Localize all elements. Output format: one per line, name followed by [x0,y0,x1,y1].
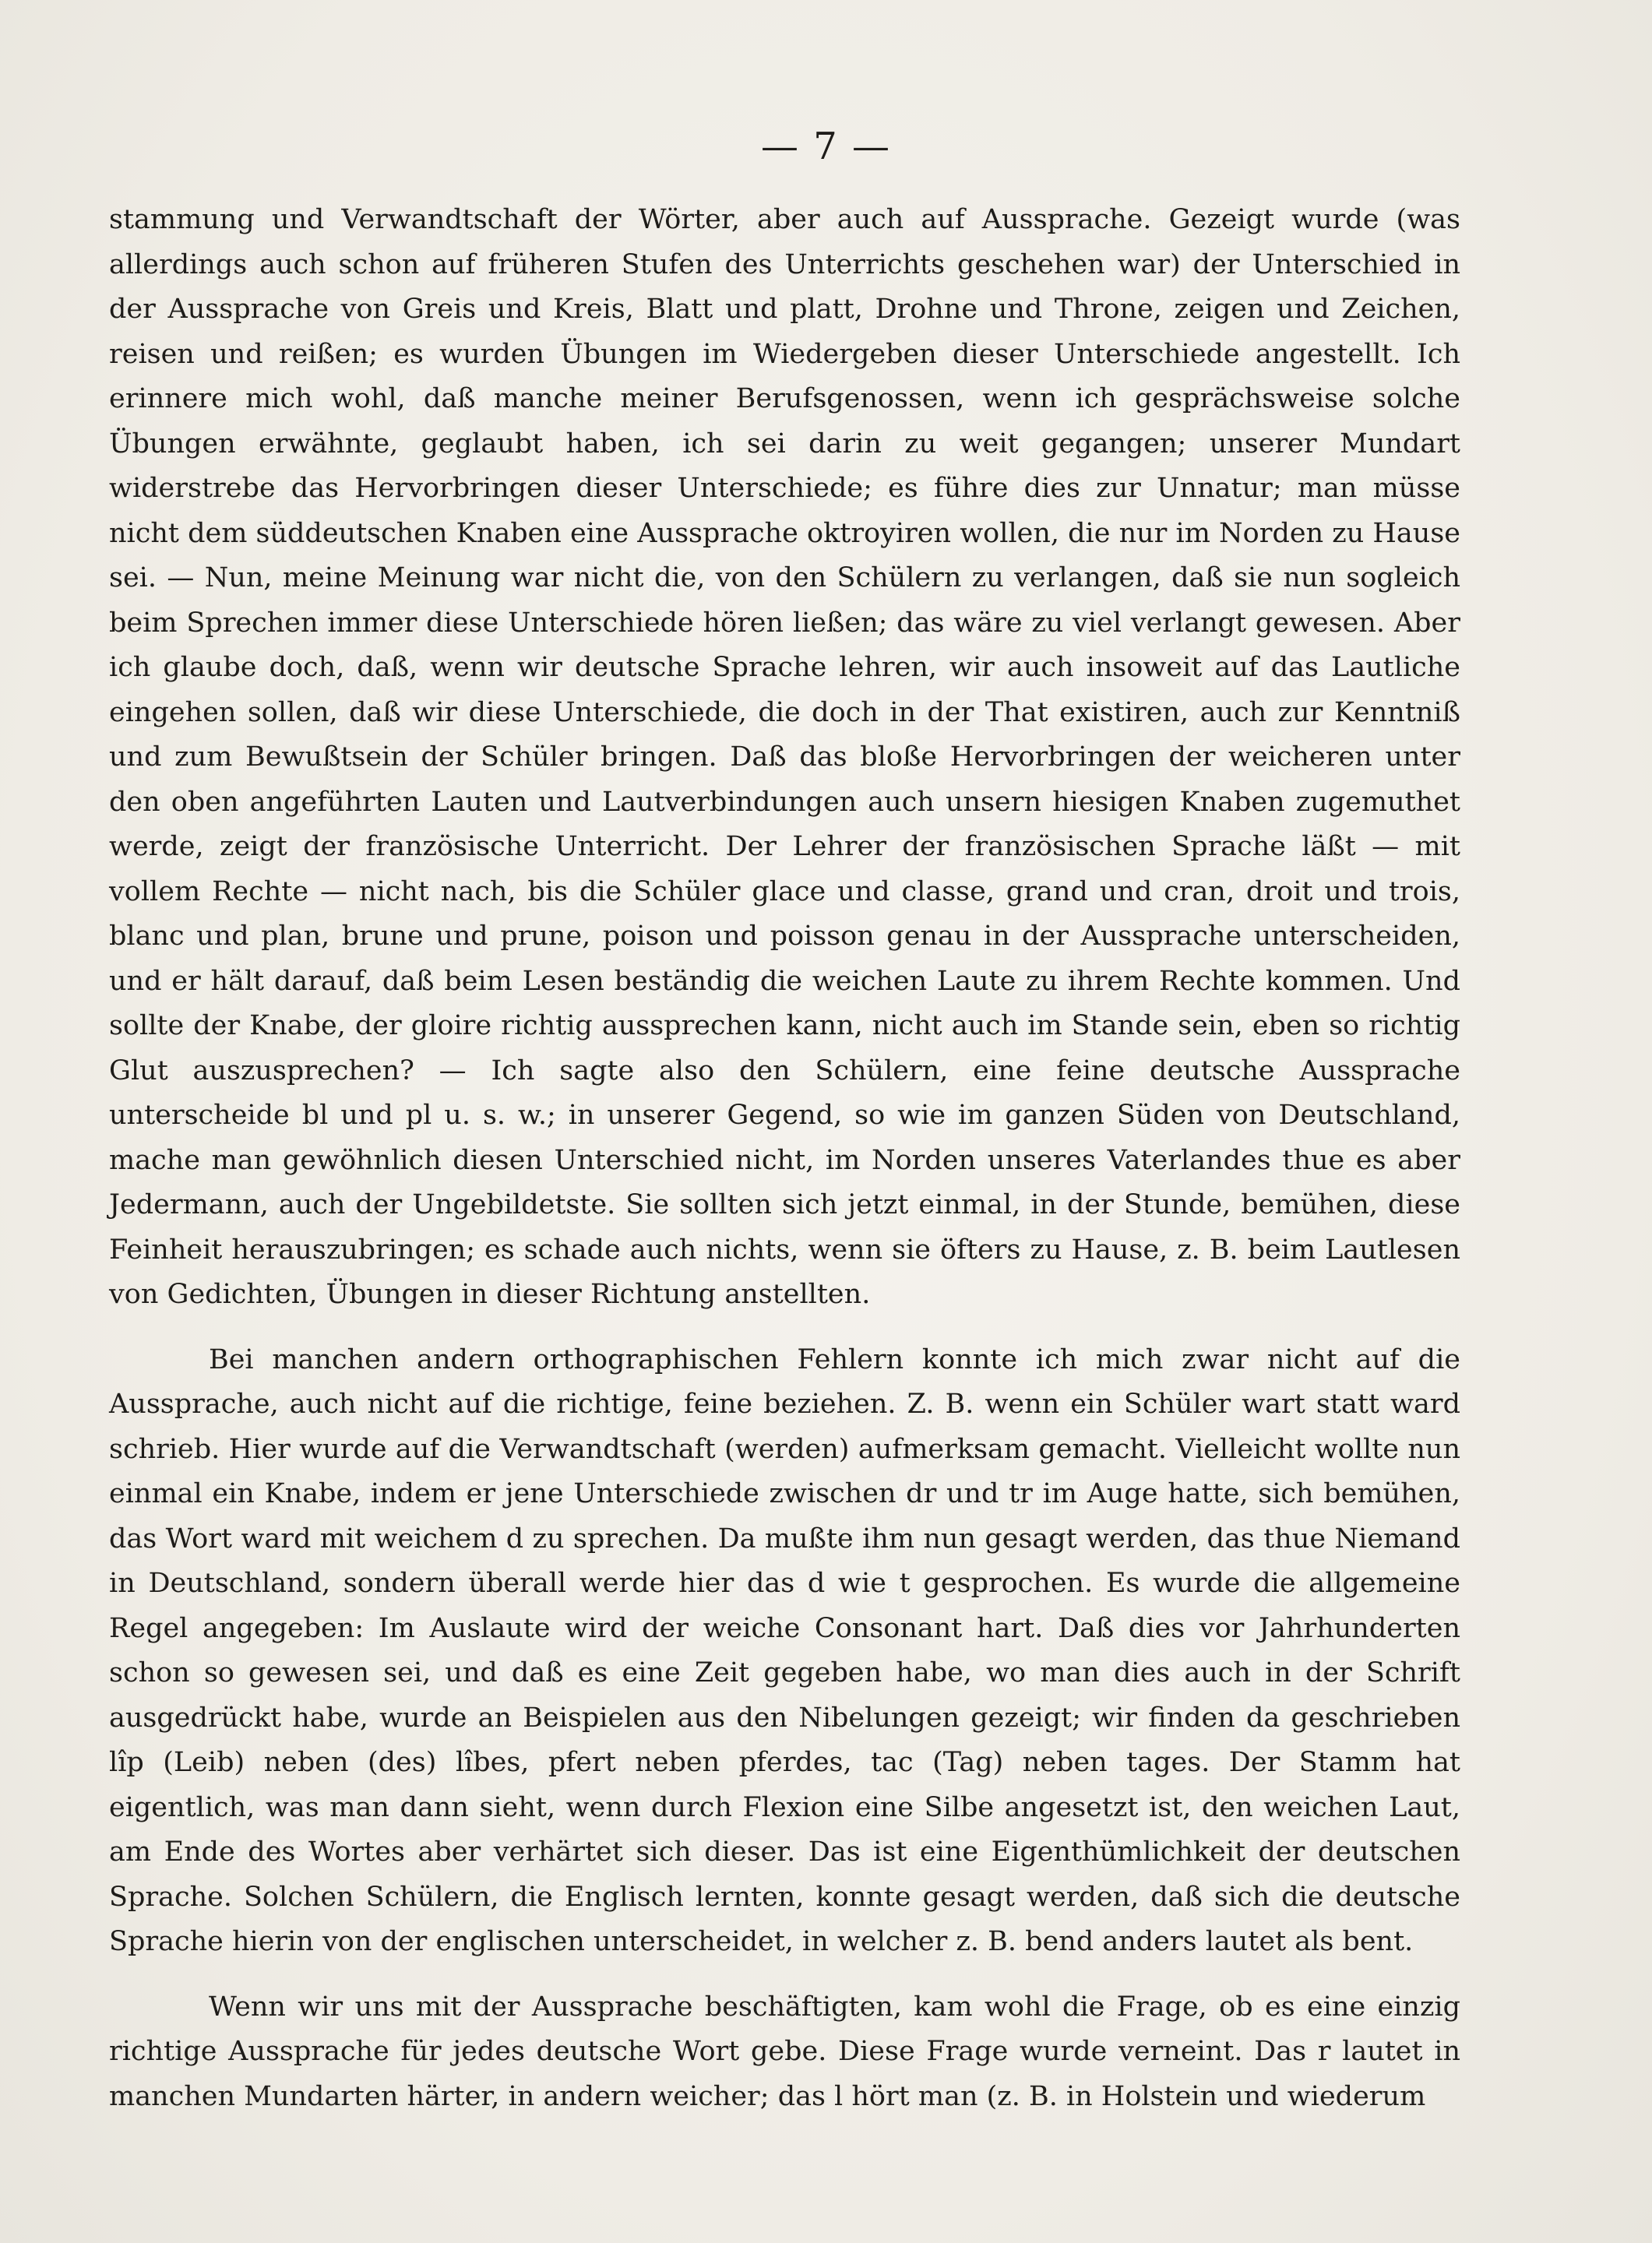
paragraph-gap [109,1318,1460,1338]
paragraph: stammung und Verwandtschaft der Wörter, aber auch auf Aussprache. Gezeigt wurde (was allerdings auch schon auf früheren Stufen des Unterrichts geschehen war) der Unterschied in der Aussprache von Greis und Kreis, Blatt und platt, Drohne und Throne, zeigen und Zeichen, reisen und reißen; es wurden Übungen im Wiedergeben dieser Unterschiede angestellt. Ich erinnere mich wohl, daß manche meiner Berufsgenossen, wenn ich gesprächsweise solche Übungen erwähnte, geglaubt haben, ich sei darin zu weit gegangen; unserer Mundart widerstrebe das Hervorbringen dieser Unterschiede; es führe dies zur Unnatur; man müsse nicht dem süddeutschen Knaben eine Aussprache oktroyiren wollen, die nur im Norden zu Hause sei. — Nun, meine Meinung war nicht die, von den Schülern zu verlangen, daß sie nun sogleich beim Sprechen immer diese Unterschiede hören ließen; das wäre zu viel verlangt gewesen. Aber ich glaube doch, daß, wenn wir deutsche Sprache lehren, wir auch insoweit auf das Lautliche eingehen sollen, daß wir diese Unterschiede, die doch in der That existiren, auch zur Kenntniß und zum Bewußtsein der Schüler bringen. Daß das bloße Hervorbringen der weicheren unter den oben angeführten Lauten und Lautverbindungen auch unsern hiesigen Knaben zugemuthet werde, zeigt der französische Unterricht. Der Lehrer der französischen Sprache läßt — mit vollem Rechte — nicht nach, bis die Schüler glace und classe, grand und cran, droit und trois, blanc und plan, brune und prune, poison und poisson genau in der Aussprache unterscheiden, und er hält darauf, daß beim Lesen beständig die weichen Laute zu ihrem Rechte kommen. Und sollte der Knabe, der gloire richtig aussprechen kann, nicht auch im Stande sein, eben so richtig Glut auszusprechen? — Ich sagte also den Schülern, eine feine deutsche Aussprache unterscheide bl und pl u. s. w.; in unserer Gegend, so wie im ganzen Süden von Deutschland, mache man gewöhnlich diesen Unterschied nicht, im Norden unseres Vaterlandes thue es aber Jedermann, auch der Ungebildetste. Sie sollten sich jetzt einmal, in der Stunde, bemühen, diese Feinheit herauszubringen; es schade auch nichts, wenn sie öfters zu Hause, z. B. beim Lautlesen von Gedichten, Übungen in dieser Richtung anstellten. [109,204,1460,1310]
paragraph: Bei manchen andern orthographischen Fehlern konnte ich mich zwar nicht auf die Aussprache, auch nicht auf die richtige, feine beziehen. Z. B. wenn ein Schüler wart statt ward schrieb. Hier wurde auf die Verwandtschaft (werden) aufmerksam gemacht. Vielleicht wollte nun einmal ein Knabe, indem er jene Unterschiede zwischen dr und tr im Auge hatte, sich bemühen, das Wort ward mit weichem d zu sprechen. Da mußte ihm nun gesagt werden, das thue Niemand in Deutschland, sondern überall werde hier das d wie t gesprochen. Es wurde die allgemeine Regel angegeben: Im Auslaute wird der weiche Consonant hart. Daß dies vor Jahrhunderten schon so gewesen sei, und daß es eine Zeit gegeben habe, wo man dies auch in der Schrift ausgedrückt habe, wurde an Beispielen aus den Nibelungen gezeigt; wir finden da geschrieben lîp (Leib) neben (des) lîbes, pfert neben pferdes, tac (Tag) neben tages. Der Stamm hat eigentlich, was man dann sieht, wenn durch Flexion eine Silbe angesetzt ist, den weichen Laut, am Ende des Wortes aber verhärtet sich dieser. Das ist eine Eigenthümlichkeit der deutschen Sprache. Solchen Schülern, die Englisch lernten, konnte gesagt werden, daß sich die deutsche Sprache hierin von der englischen unterscheidet, in welcher z. B. bend anders lautet als bent. [109,1343,1460,1957]
paragraph-gap [109,1965,1460,1985]
page-number: — 7 — [760,125,892,168]
body-text [109,198,1460,2119]
paragraph: Wenn wir uns mit der Aussprache beschäftigten, kam wohl die Frage, ob es eine einzig richtige Aussprache für jedes deutsche Wort gebe. Diese Frage wurde verneint. Das r lautet in manchen Mundarten härter, in andern weicher; das l hört man (z. B. in Holstein und wiederum [109,1991,1460,2112]
